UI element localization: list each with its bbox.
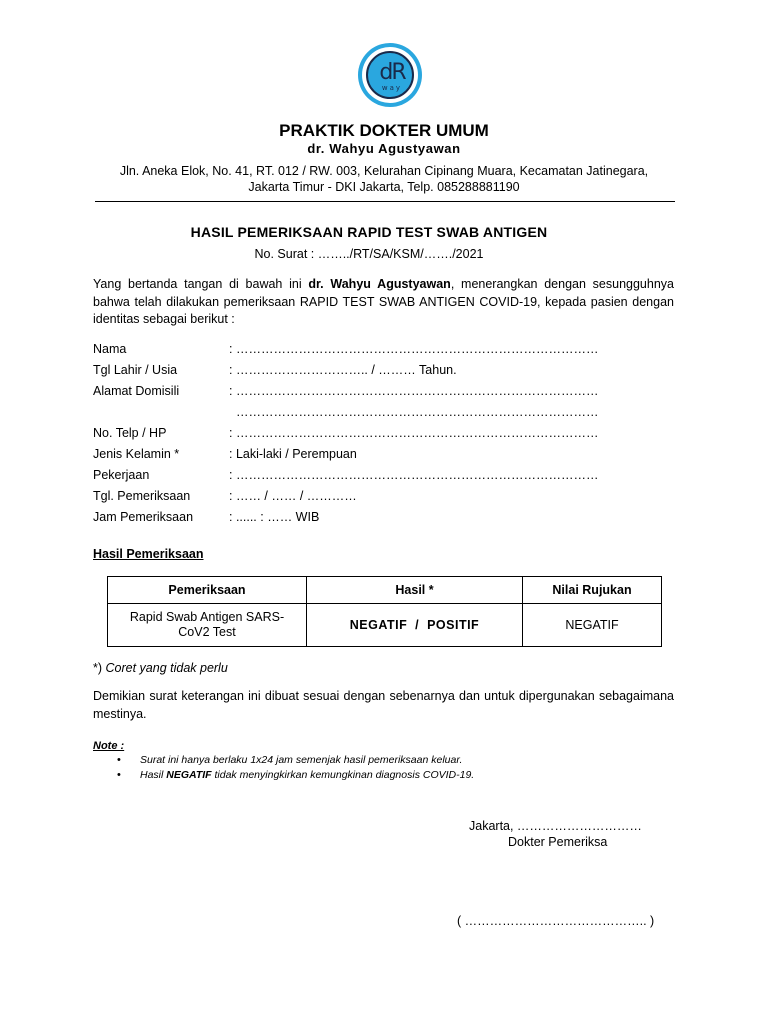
results-table (107, 576, 662, 647)
address-line-2: Jakarta Timur - DKI Jakarta, Telp. 085288881190 (248, 180, 520, 194)
field-value-address-cont: …………………………………………………………………………… (236, 405, 599, 419)
note-label: Note : (93, 740, 125, 752)
field-label-name: Nama (93, 342, 127, 356)
cell-result: NEGATIF / POSITIF (307, 604, 523, 647)
field-value-name: : …………………………………………………………………………… (229, 342, 599, 356)
field-label-occupation: Pekerjaan (93, 468, 150, 482)
note-item-2-post: tidak menyingkirkan kemungkinan diagnosis COVID-19. (211, 769, 475, 781)
column-header-test: Pemeriksaan (108, 577, 307, 604)
field-value-birth: : ………………………….. / ……… Tahun. (229, 363, 457, 377)
field-value-exam-date: : …… / …… / ………… (229, 489, 357, 503)
header-divider (95, 201, 675, 202)
logo-subtext: way (381, 84, 403, 92)
clinic-title: PRAKTIK DOKTER UMUM (279, 121, 489, 140)
intro-text-2: , menerangkan dengan sesungguhnya bahwa telah dilakukan pemeriksaan RAPID TEST SWAB ANTIGEN COVID-19, kepada pasien dengan identitas sebagai berikut : (93, 277, 674, 326)
note-item-2 (140, 769, 474, 781)
note-item-2-pre: Hasil (140, 769, 167, 781)
field-label-phone: No. Telp / HP (93, 426, 167, 440)
field-label-gender: Jenis Kelamin * (93, 447, 180, 461)
table-row (108, 604, 662, 647)
strike-footnote (93, 661, 228, 675)
document-title: HASIL PEMERIKSAAN RAPID TEST SWAB ANTIGEN (190, 224, 548, 240)
bullet-icon: • (117, 769, 121, 781)
intro-paragraph (93, 276, 674, 329)
logo-monogram: dR (379, 60, 405, 85)
cell-test-name (108, 604, 307, 647)
note-item-1: Surat ini hanya berlaku 1x24 jam semenjak hasil pemeriksaan keluar. (140, 754, 463, 766)
footnote-marker: *) (93, 661, 106, 675)
field-value-phone: : …………………………………………………………………………… (229, 426, 599, 440)
field-label-exam-date: Tgl. Pemeriksaan (93, 489, 191, 503)
footnote-text: Coret yang tidak perlu (105, 661, 228, 675)
bullet-icon: • (117, 754, 121, 766)
letter-number: No. Surat : ……../RT/SA/KSM/……./2021 (254, 247, 484, 261)
address-line-1: Jln. Aneka Elok, No. 41, RT. 012 / RW. 003, Kelurahan Cipinang Muara, Kecamatan Jatinegara, (119, 164, 649, 178)
cell-reference: NEGATIF (523, 604, 662, 647)
field-label-address: Alamat Domisili (93, 384, 180, 398)
field-label-birth: Tgl Lahir / Usia (93, 363, 178, 377)
clinic-logo (358, 43, 422, 107)
field-label-exam-time: Jam Pemeriksaan (93, 510, 194, 524)
field-value-address: : …………………………………………………………………………… (229, 384, 599, 398)
signature-line: ( …………………………………….. ) (457, 914, 655, 928)
column-header-reference: Nilai Rujukan (523, 577, 662, 604)
note-item-2-bold: NEGATIF (166, 769, 212, 781)
intro-text-1: Yang bertanda tangan di bawah ini (93, 277, 309, 291)
city-date: Jakarta, ………………………… (469, 819, 642, 833)
cell-test-name-line-2: CoV2 Test (178, 625, 236, 639)
doctor-name: dr. Wahyu Agustyawan (307, 141, 461, 156)
field-value-exam-time: : ...... : …… WIB (229, 510, 320, 524)
logo-inner (366, 51, 414, 99)
column-header-result: Hasil * (307, 577, 523, 604)
cell-test-name-line-1: Rapid Swab Antigen SARS- (129, 610, 285, 624)
field-value-occupation: : …………………………………………………………………………… (229, 468, 599, 482)
results-heading: Hasil Pemeriksaan (93, 547, 204, 561)
closing-paragraph: Demikian surat keterangan ini dibuat sesuai dengan sebenarnya dan untuk dipergunakan sebagaimana mestinya. (93, 689, 674, 721)
signer-role: Dokter Pemeriksa (508, 835, 608, 849)
intro-doctor-name: dr. Wahyu Agustyawan (308, 277, 451, 291)
table-header-row (108, 577, 662, 604)
field-value-gender: : Laki-laki / Perempuan (229, 447, 357, 461)
